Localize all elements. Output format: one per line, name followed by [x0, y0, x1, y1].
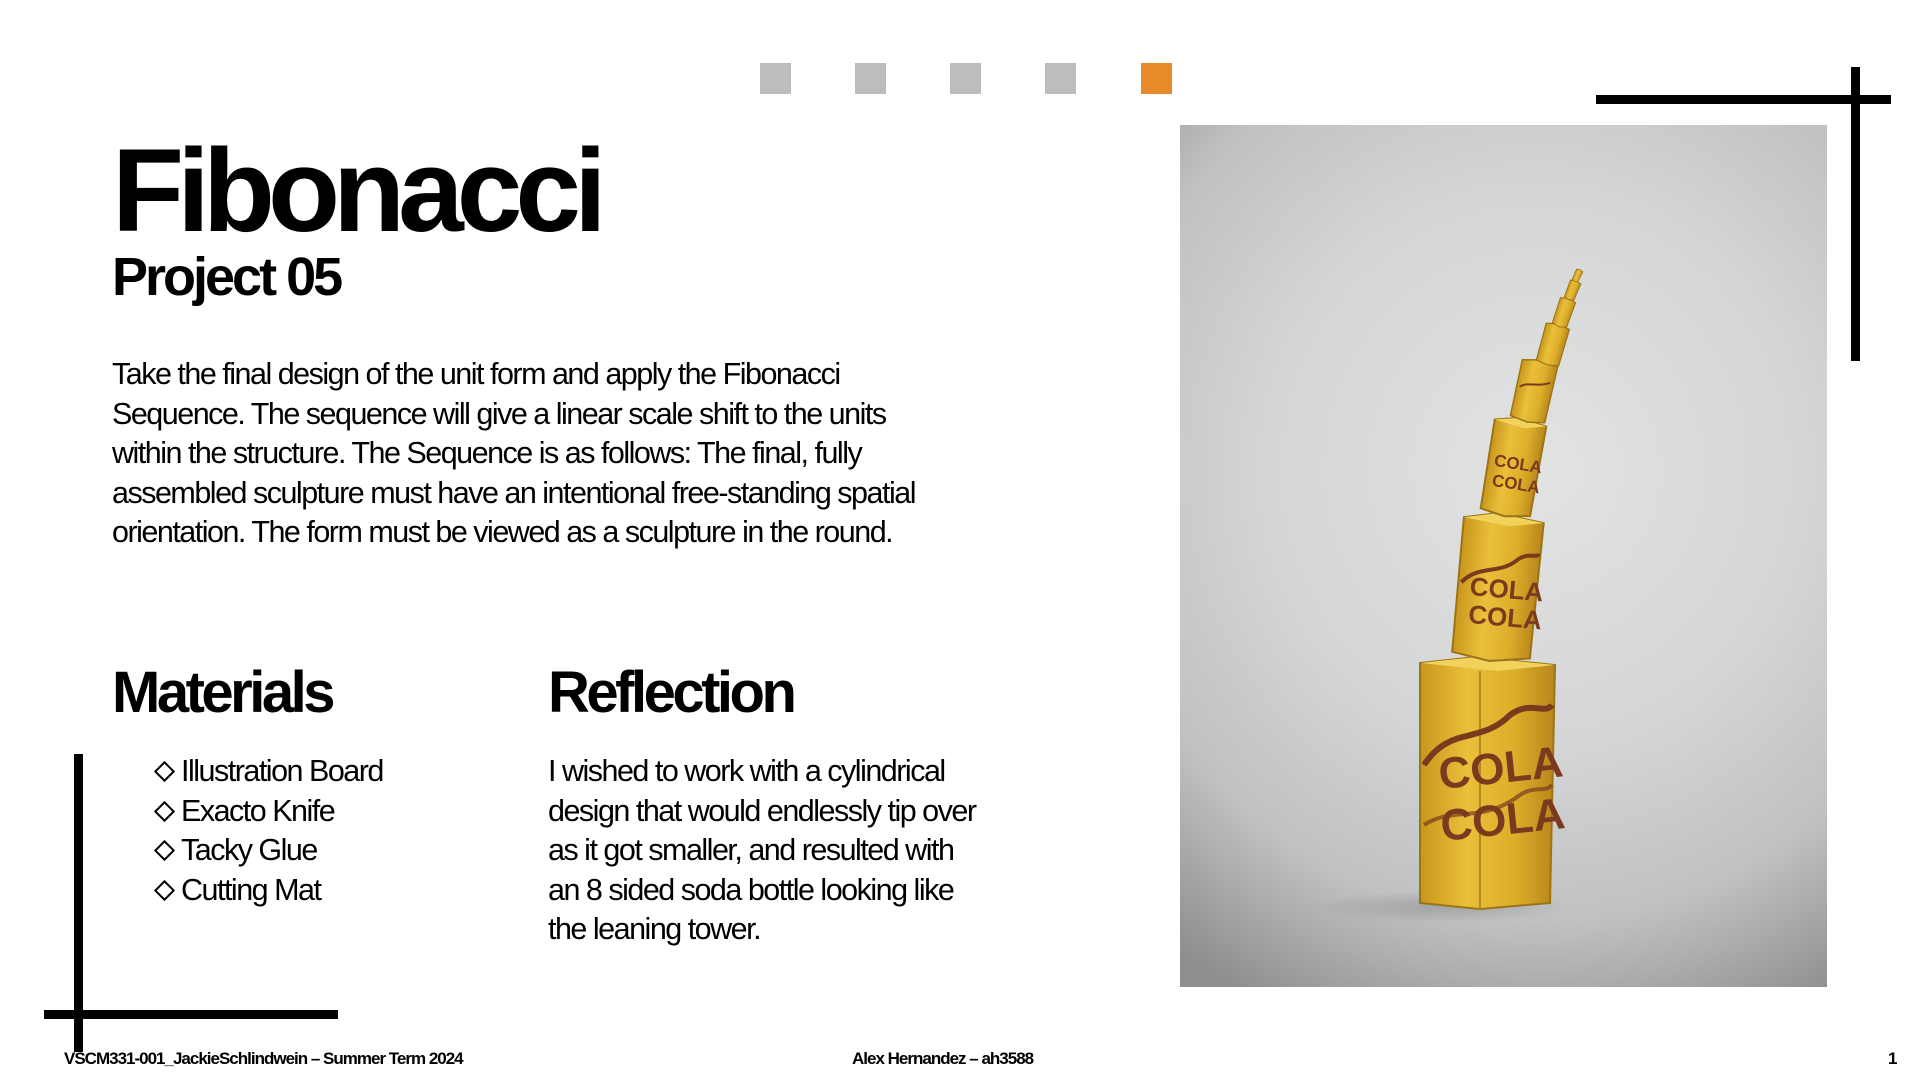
materials-heading: Materials	[112, 660, 332, 725]
material-label: Tacky Glue	[181, 833, 317, 867]
progress-step-2	[855, 63, 886, 94]
diamond-bullet-icon	[154, 801, 175, 822]
list-item	[153, 752, 383, 792]
footer-course-info: VSCM331-001_JackieSchlindwein – Summer Term 2024	[64, 1049, 463, 1068]
reflection-heading: Reflection	[548, 660, 794, 725]
list-item	[153, 792, 383, 832]
page-number: 1	[1888, 1049, 1897, 1068]
can-tier-3	[1480, 415, 1550, 521]
can-tier-5	[1536, 321, 1570, 368]
progress-step-1	[760, 63, 791, 94]
diamond-bullet-icon	[154, 761, 175, 782]
footer-author: Alex Hernandez – ah3588	[852, 1049, 1034, 1068]
sculpture-photo	[1180, 125, 1827, 987]
page-title: Fibonacci	[112, 125, 600, 257]
diamond-bullet-icon	[154, 840, 175, 861]
bottom-left-frame-horizontal	[44, 1010, 338, 1019]
list-item	[153, 831, 383, 871]
material-label: Illustration Board	[181, 754, 383, 788]
can-logo-text: COLA	[1490, 470, 1542, 498]
project-description: Take the final design of the unit form and apply the Fibonacci Sequence. The sequence will give a linear scale shift to the units within the structure. The Sequence is as follows: The final, fully assembled sculpture must have an intentional free-standing spatial orientation. The form must be viewed as a sculpture in the round.	[112, 357, 915, 549]
project-subtitle: Project 05	[112, 247, 341, 307]
progress-step-4	[1045, 63, 1076, 94]
material-label: Cutting Mat	[181, 872, 321, 907]
can-logo-text: COLA	[1492, 450, 1544, 478]
reflection-text: I wished to work with a cylindrical design that would endlessly tip over as it got smaller, and resulted with an 8 sided soda bottle looking like the leaning tower.	[548, 754, 976, 946]
can-logo-text: COLA	[1436, 737, 1566, 800]
materials-list	[153, 752, 383, 910]
can-tier-7	[1564, 279, 1581, 302]
list-item	[153, 871, 383, 911]
leaning-can-tower-illustration	[1180, 125, 1827, 987]
slide-progress-indicator	[760, 63, 1180, 95]
bottom-left-frame-vertical	[74, 754, 83, 1052]
progress-step-5	[1141, 63, 1172, 94]
can-logo-text: COLA	[1467, 599, 1544, 636]
can-tier-8	[1572, 268, 1583, 283]
progress-step-3	[950, 63, 981, 94]
diamond-bullet-icon	[154, 880, 175, 901]
material-label: Exacto Knife	[181, 793, 335, 828]
can-logo-text: COLA	[1438, 789, 1568, 851]
can-tier-1	[1420, 657, 1567, 909]
can-tier-6	[1552, 296, 1576, 329]
can-tier-4	[1510, 357, 1558, 426]
can-logo-text: COLA	[1468, 571, 1545, 608]
top-right-frame-horizontal	[1596, 95, 1891, 104]
can-tier-2	[1452, 510, 1551, 665]
top-right-frame-vertical	[1851, 67, 1860, 361]
